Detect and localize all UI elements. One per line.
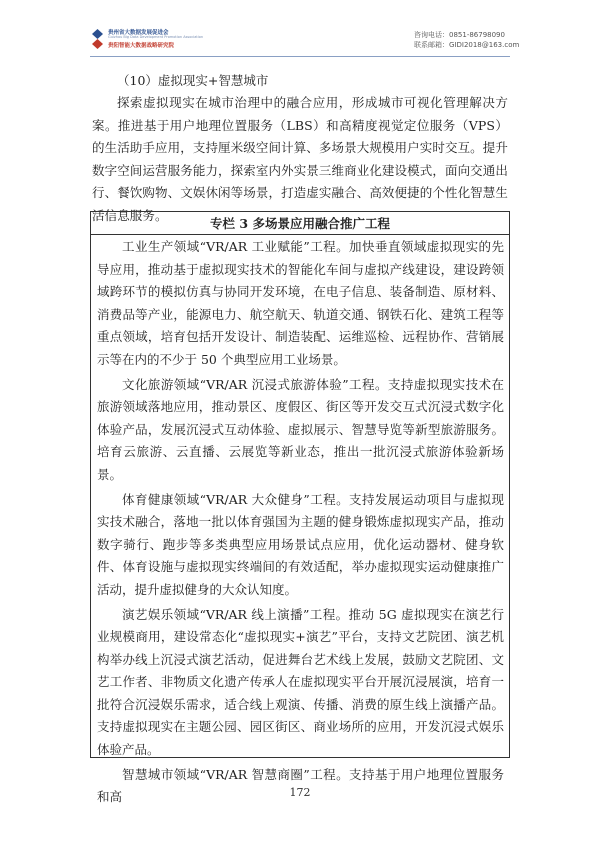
- box-paragraph-industry: 工业生产领域“VR/AR 工业赋能”工程。加快垂直领域虚拟现实的先导应用，推动基于虚拟现实技术的智能化车间与虚拟产线建设，建设跨领域跨环节的模拟仿真与协同开发环境，在电子信息、装备制造、原材料、消费品等产业，能源电力、航空航天、轨道交通、钢铁石化、建筑工程等重点领域，培育包括开发设计、制造装配、运维巡检、远程协作、营销展示等在内的不少于 50 个典型应用工业场景。: [97, 239, 504, 367]
- page-number: 172: [289, 786, 311, 799]
- section-heading: （10）虚拟现实+智慧城市: [117, 73, 269, 88]
- section-intro-paragraph: 探索虚拟现实在城市治理中的融合应用，形成城市可视化管理解决方案。推进基于用户地理位置服务（LBS）和高精度视觉定位服务（VPS）的生活助手应用，支持厘米级空间计算、多场景大规模用户实时交互。提升数字空间运营服务能力，探索室内外实景三维商业化建设模式，面向交通出行、餐饮购物、文娱休闲等场景，打造虚实融合、高效便捷的个性化智慧生活信息服务。: [92, 95, 508, 223]
- column-box-body: [91, 235, 509, 809]
- organization-logo-icon: [90, 28, 105, 50]
- contact-email: 联系邮箱：GIDI2018@163.com: [414, 41, 520, 49]
- box-paragraph-smart-city: 智慧城市领域“VR/AR 智慧商圈”工程。支持基于用户地理位置服务和高: [97, 766, 504, 805]
- logo-line-1-en: Guizhou Big Data Development Promotion Association: [108, 35, 204, 39]
- section-content: [92, 70, 508, 227]
- organization-logo: [90, 26, 204, 56]
- page-header: [0, 0, 600, 56]
- box-paragraph-sports: 体育健康领域“VR/AR 大众健身”工程。支持发展运动项目与虚拟现实技术融合，落地一批以体育强国为主题的健身锻炼虚拟现实产品，推动数字骑行、跑步等多类典型应用场景试点应用，优化运动器材、健身软件、体育设施与虚拟现实终端间的有效适配，举办虚拟现实运动健康推广活动，提升虚拟健身的大众认知度。: [97, 491, 504, 597]
- box-paragraph-tourism: 文化旅游领域“VR/AR 沉浸式旅游体验”工程。支持虚拟现实技术在旅游领域落地应用，推动景区、度假区、街区等开发交互式沉浸式数字化体验产品，发展沉浸式互动体验、虚拟展示、智慧导览等新型旅游服务。培育云旅游、云直播、云展览等新业态，推出一批沉浸式旅游体验新场景。: [97, 376, 504, 482]
- header-divider: [90, 56, 510, 57]
- contact-phone: 咨询电话：0851-86798090: [414, 31, 505, 39]
- logo-line-1: 贵州省大数据发展促进会: [108, 30, 169, 36]
- box-paragraph-entertainment: 演艺娱乐领域“VR/AR 线上演播”工程。推动 5G 虚拟现实在演艺行业规模商用，建设常态化“虚拟现实+演艺”平台，支持文艺院团、演艺机构举办线上沉浸式演艺活动，促进舞台艺术线上发展，鼓励文艺院团、文艺工作者、非物质文化遗产传承人在虚拟现实平台开展沉浸展演，培育一批符合沉浸娱乐需求，适合线上观演、传播、消费的原生线上演播产品。支持虚拟现实在主题公园、园区街区、商业场所的应用，开发沉浸式娱乐体验产品。: [97, 606, 504, 758]
- contact-info: [414, 30, 519, 50]
- logo-line-2: 贵阳智能大数据战略研究院: [108, 43, 175, 49]
- column-box-title: 专栏 3 多场景应用融合推广工程: [91, 212, 509, 235]
